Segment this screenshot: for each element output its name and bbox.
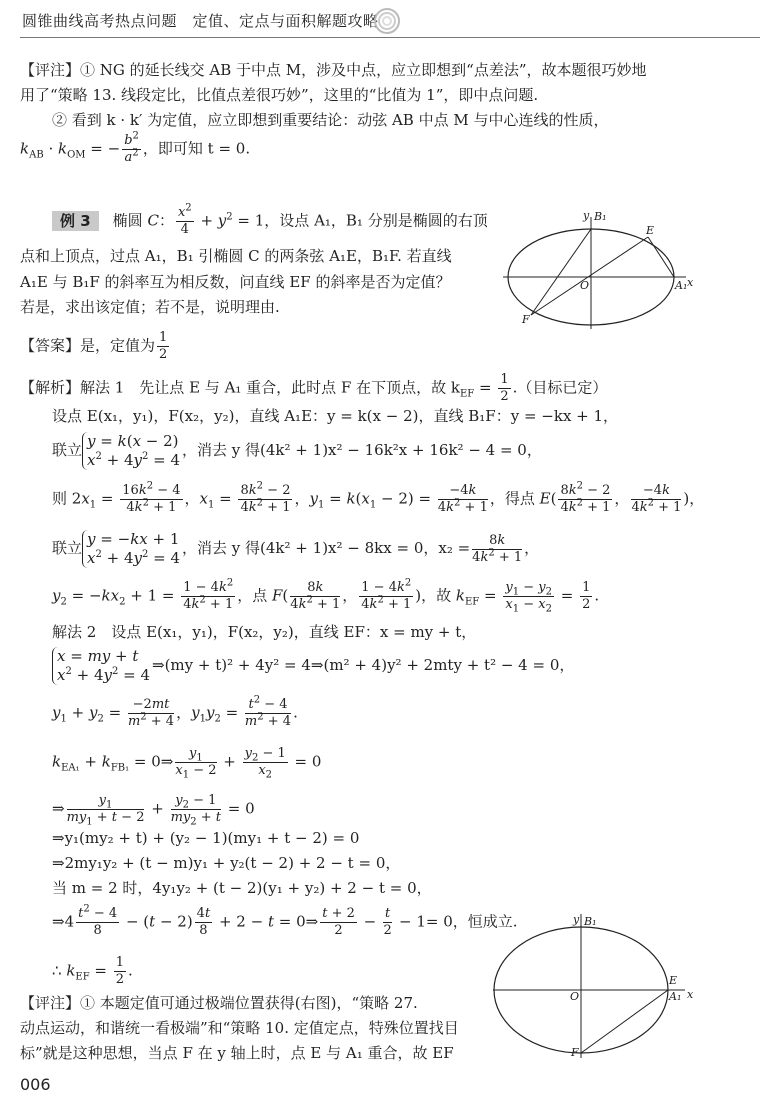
method2-l7: ⇒2my₁y₂ + (t − m)y₁ + y₂(t − 2) + 2 − t = 0， (52, 854, 401, 872)
label-a1-2: A₁ (669, 990, 682, 1003)
label-f-2: F (571, 1046, 579, 1059)
method2-l8: 当 m = 2 时，4y₁y₂ + (t − 2)(y₁ + y₂) + 2 − t = 0， (52, 879, 432, 897)
chord-a1e (648, 237, 674, 277)
spiral-logo-icon (372, 6, 402, 36)
method2-l6: ⇒y₁(my₂ + t) + (y₂ − 1)(my₁ + t − 2) = 0 (52, 829, 360, 847)
comment1-line3: ② 看到 k · k′ 为定值，应立即想到重要结论：动弦 AB 中点 M 与中心连线的性质， (52, 111, 609, 129)
comment1-line4-tail: ，即可知 t = 0. (142, 139, 251, 158)
label-f: F (522, 313, 530, 326)
solution-l3-tail: ，消去 y 得(4k² + 1)x² − 16k²x + 16k² − 4 = 0， (182, 441, 542, 459)
solution-l5-tail: ，消去 y 得(4k² + 1)x² − 8kx = 0，x₂ = (182, 539, 471, 557)
line-ef-2 (581, 990, 668, 1053)
solution-l3: 联立 y = k(x − 2) $x^2 + 4y^2 = 4$ ，消去 y 得(4k² + 1)x² − 16k²x + 16k² − 4 = 0， (52, 432, 542, 469)
comment2-line2: 动点运动，和谐统一看极端”和“策略 10. 定值定点，特殊位置找目 (20, 1019, 459, 1037)
page-number: 006 (20, 1075, 51, 1094)
label-o-2: O (570, 990, 580, 1003)
method2-l3: $y_1 + y_2$ = $\frac{-2mt}{m^2 + 4}$ ，$y_1y_2$ = $\frac{t^2 - 4}{m^2 + 4}$ . (52, 694, 298, 729)
comment1-line2: 用了“策略 13. 线段定比，比值点差很巧妙”，这里的“比值为 1”，即中点问题. (20, 86, 539, 104)
example-tag: 例 3 (52, 211, 99, 231)
method2-l2: x = my + t $x^2 + 4y^2 = 4$ ⇒(my + t)² + 4y² = 4⇒(m² + 4)y² + 2mty + t² − 4 = 0， (52, 647, 574, 685)
line-ef (531, 237, 648, 315)
method2-l5: ⇒ $\frac{y_1}{my_1 + t - 2}$ + $\frac{y_2 - 1}{my_2 + t}$ = 0 (52, 793, 255, 828)
header-rule (20, 37, 760, 38)
method2-head: 解法 2 设点 E(x₁，y₁)，F(x₂，y₂)，直线 EF：x = my + t， (52, 623, 477, 641)
solution-l4: 则 $2x_1$ = $\frac{16k^2 - 4}{4k^2 + 1}$ ，$x_1$ = $\frac{8k^2 - 2}{4k^2 + 1}$ ，$y_1 = k(x_1 - 2)$ = $\frac{-4k}{4k^2 + 1}$ ，得点 E( $\frac{8k^2 - 2}{4k^2 + 1}$ ， $\frac{-4k}{4k^2 + 1}$ )， (52, 480, 705, 515)
header-title: 圆锥曲线高考热点问题 定值、定点与面积解题攻略 (22, 12, 379, 30)
method2-conclusion: ∴ $k_{EF}$ = $\frac{1}{2}$ . (52, 955, 133, 987)
comment1-line1: 【评注】① NG 的延长线交 AB 于中点 M，涉及中点，应立即想到“点差法”，故本题很巧妙地 (20, 61, 647, 79)
example-line4: 若是，求出该定值；若不是，说明理由. (20, 298, 280, 316)
ellipse-figure-2 (493, 910, 703, 1060)
method2-l4: $k_{EA_1} + k_{FB_1}$ = 0⇒ $\frac{y_1}{x_1 - 2}$ + $\frac{y_2 - 1}{x_2}$ = 0 (52, 746, 322, 781)
method2-l9-tail: = 0，恒成立. (425, 912, 518, 931)
example-line3: A₁E 与 B₁F 的斜率互为相反数，问直线 EF 的斜率是否为定值？ (20, 273, 451, 291)
method2-l9: ⇒4 $\frac{t^2 - 4}{8}$ − (t − 2) $\frac{4t}{8}$ + 2 − t = 0⇒ $\frac{t + 2}{2}$ − $\frac{t}{2}$ − 1= 0，恒成立. (52, 903, 518, 938)
label-e: E (646, 224, 655, 237)
solution-l2: 设点 E(x₁，y₁)，F(x₂，y₂)，直线 A₁E：y = k(x − 2)，直线 B₁F：y = −kx + 1， (52, 407, 619, 425)
comment1-line4: $k_{AB} \cdot k_{OM}$ = − $\frac{b^2}{a^2}$ ，即可知 t = 0. (20, 130, 251, 165)
example-line1-tail: ，设点 A₁，B₁ 分别是椭圆的右顶 (264, 211, 488, 230)
solution-intro-tail: .（目标已定） (512, 378, 608, 397)
chord-b1f (531, 229, 591, 315)
label-o: O (580, 279, 590, 292)
method2-l2-tail: ⇒(my + t)² + 4y² = 4⇒(m² + 4)y² + 2mty + t² − 4 = 0， (152, 656, 575, 674)
ellipse-figure-1 (503, 205, 703, 330)
comment2-line3: 标”就是这种思想，当点 F 在 y 轴上时，点 E 与 A₁ 重合，故 EF (20, 1044, 454, 1062)
label-y: y (583, 209, 590, 222)
solution-intro: 【解析】解法 1 先让点 E 与 A₁ 重合，此时点 F 在下顶点，故 $k_{EF}$ = $\frac{1}{2}$ .（目标已定） (20, 372, 608, 404)
solution-l5: 联立 y = −kx + 1 $x^2 + 4y^2 = 4$ ，消去 y 得(4k² + 1)x² − 8kx = 0，x₂ = $\frac{8k}{4k^2 + 1}$ ， (52, 530, 540, 567)
label-x-2: x (687, 988, 694, 1001)
solution-l6: $y_2 = -kx_2 + 1$ = $\frac{1 - 4k^2}{4k^2 + 1}$ ，点 F( $\frac{8k}{4k^2 + 1}$ ， $\frac{1 - 4k^2}{4k^2 + 1}$ )，故 $k_{EF}$ = $\frac{y_1 - y_2}{x_1 - x_2}$ = $\frac{1}{2}$ . (52, 577, 600, 615)
example-line2: 点和上顶点，过点 A₁，B₁ 引椭圆 C 的两条弦 A₁E，B₁F. 若直线 (20, 247, 452, 265)
label-e-2: E (669, 974, 678, 987)
label-a1: A₁ (675, 279, 688, 292)
answer-line: 【答案】是，定值为 $\frac{1}{2}$ (20, 330, 168, 362)
label-y-2: y (573, 913, 580, 926)
label-b1: B₁ (594, 210, 607, 223)
answer-prefix: 【答案】是，定值为 (20, 336, 156, 355)
example-line1: 例 3 椭圆 C： $\frac{x^2}{4}$ + $y^2 = 1$，设点 A₁，B₁ 分别是椭圆的右顶 (52, 205, 488, 238)
label-x: x (687, 276, 694, 289)
solution-intro-text: 【解析】解法 1 先让点 E 与 A₁ 重合，此时点 F 在下顶点，故 k (20, 378, 460, 397)
label-b1-2: B₁ (584, 915, 597, 928)
page-header (0, 0, 780, 40)
comment2-line1: 【评注】① 本题定值可通过极端位置获得(右图)，“策略 27. (20, 994, 418, 1012)
